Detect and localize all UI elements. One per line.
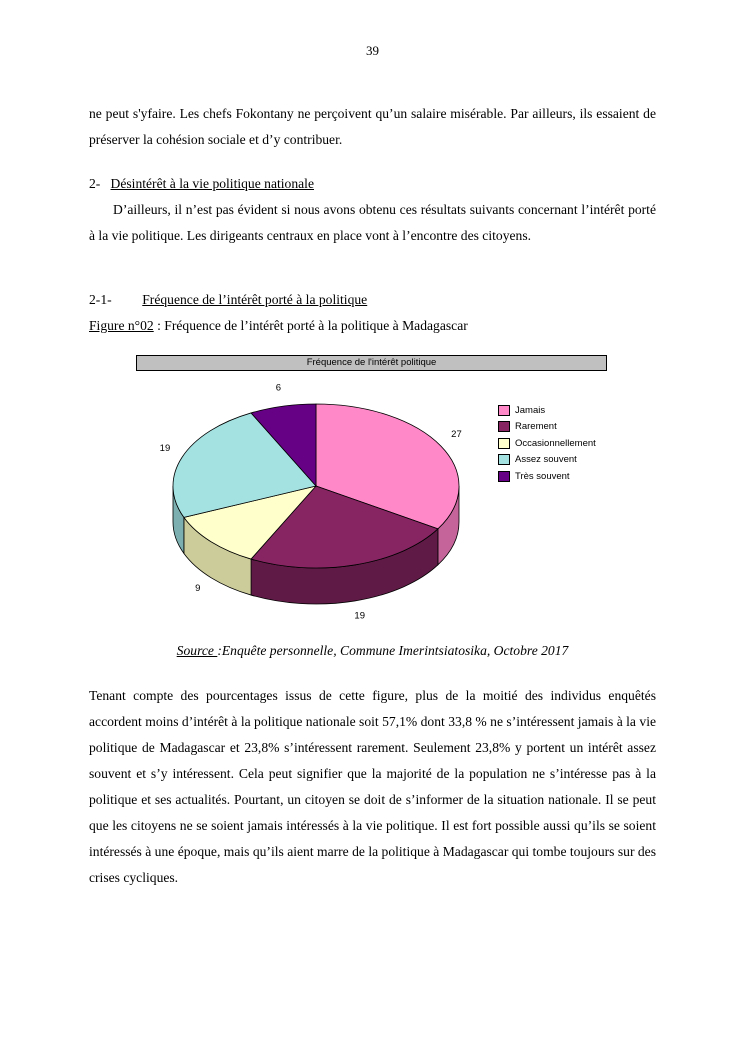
source-text: :Enquête personnelle, Commune Imerintsiatosika, Octobre 2017 <box>217 643 569 658</box>
figure-caption-text: : Fréquence de l’intérêt porté à la politique à Madagascar <box>153 318 468 333</box>
data-label-tres-souvent: 6 <box>275 382 282 394</box>
legend-label: Rarement <box>515 421 557 433</box>
data-label-occasionnellement: 9 <box>195 583 201 595</box>
page-number: 39 <box>366 43 379 58</box>
chart-title: Fréquence de l'intérêt politique <box>136 355 607 371</box>
paragraph-analysis: Tenant compte des pourcentages issus de cette figure, plus de la moitié des individus enquêtés accordent moins d’intérêt à la politique nationale soit 57,1% dont 33,8 % ne s’intéressent jamais à la vie politique de Madagascar et 23,8% s’intéressent rarement. Seulement 23,8% y portent un intérêt assez souvent et s’y intéressent. Cela peut signifier que la majorité de la population ne s’intéresse pas à la politique et ses actualités. Pourtant, un citoyen se doit de s’informer de la situation nationale. Il se peut que les citoyens ne se soient jamais intéressés à la vie politique. Il est fort possible aussi qu’ils se soient intéressés à une époque, mais qu’ils aient marre de la politique à Madagascar qui tombe toujours sur des crises cycliques. <box>89 688 656 885</box>
legend-item-assez-souvent <box>498 452 596 469</box>
legend-swatch <box>498 405 510 416</box>
data-label-rarement: 19 <box>354 610 365 622</box>
legend-item-rarement <box>498 419 596 436</box>
figure-caption <box>89 316 468 336</box>
legend-label: Jamais <box>515 404 546 416</box>
legend-label: Assez souvent <box>515 454 577 466</box>
legend-item-tres-souvent <box>498 468 596 485</box>
figure-label: Figure n°02 <box>89 318 154 333</box>
paragraph-section: D’ailleurs, il n’est pas évident si nous avons obtenu ces résultats suivants concernant l’intérêt porté à la vie politique. Les dirigeants centraux en place vont à l’encontre des citoyens. <box>89 202 656 243</box>
legend-label: Occasionnellement <box>515 437 596 449</box>
legend-swatch <box>498 471 510 482</box>
chart-legend <box>498 402 596 485</box>
subsection-heading <box>89 290 367 310</box>
pie-chart <box>130 352 620 632</box>
pie-chart-canvas <box>130 352 490 632</box>
legend-label: Très souvent <box>515 470 570 482</box>
legend-swatch <box>498 438 510 449</box>
figure-source <box>0 643 745 659</box>
subsection-number: 2-1- <box>89 292 112 307</box>
data-label-assez-souvent: 19 <box>159 442 171 454</box>
pie-slices <box>173 404 459 568</box>
section-number: 2- <box>89 176 101 191</box>
section-heading <box>89 174 314 194</box>
data-label-jamais: 27 <box>451 429 462 441</box>
legend-swatch <box>498 454 510 465</box>
paragraph-intro: ne peut s'yfaire. Les chefs Fokontany ne perçoivent qu’un salaire misérable. Par ailleurs, ils essaient de préserver la cohésion sociale et d’y contribuer. <box>89 106 656 147</box>
legend-item-jamais <box>498 402 596 419</box>
source-label: Source <box>176 643 218 658</box>
section-title: Désintérêt à la vie politique nationale <box>110 176 314 191</box>
legend-swatch <box>498 421 510 432</box>
legend-item-occasionnellement <box>498 435 596 452</box>
subsection-title: Fréquence de l’intérêt porté à la politique <box>142 292 368 307</box>
